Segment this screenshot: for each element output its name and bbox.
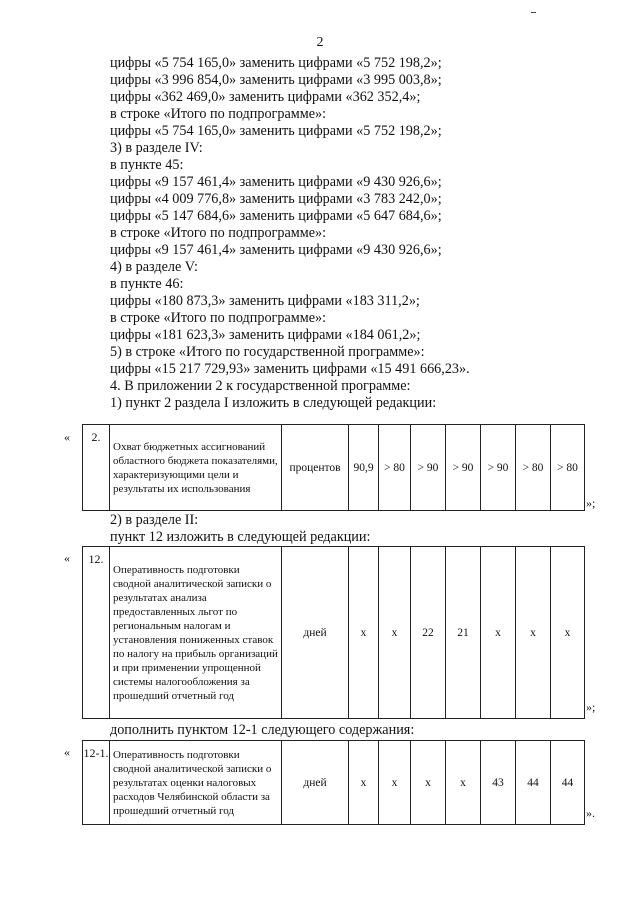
value-cell: х bbox=[379, 741, 411, 825]
value-cell: х bbox=[446, 741, 481, 825]
row-number: 12-1. bbox=[83, 741, 110, 825]
text-line: 5) в строке «Итого по государственной программе»: bbox=[110, 344, 425, 360]
value-cell: > 90 bbox=[411, 425, 446, 511]
open-quote: « bbox=[64, 745, 70, 759]
value-cell: х bbox=[481, 547, 516, 719]
amendment-lines bbox=[110, 55, 610, 412]
scan-mark bbox=[531, 12, 536, 13]
value-cell: > 80 bbox=[516, 425, 551, 511]
text-line: пункт 12 изложить в следующей редакции: bbox=[110, 529, 371, 545]
value-cell: х bbox=[516, 547, 551, 719]
table-row bbox=[83, 741, 585, 825]
value-cell: х bbox=[411, 741, 446, 825]
text-line: дополнить пунктом 12-1 следующего содержания: bbox=[110, 722, 415, 738]
text-line: в пункте 46: bbox=[110, 276, 184, 292]
text-line: цифры «15 217 729,93» заменить цифрами «15 491 666,23». bbox=[110, 361, 470, 377]
value-cell: > 90 bbox=[446, 425, 481, 511]
indicator-table-3 bbox=[82, 740, 585, 825]
text-line: 2) в разделе II: bbox=[110, 512, 199, 528]
value-cell: х bbox=[379, 547, 411, 719]
text-line: цифры «5 147 684,6» заменить цифрами «5 647 684,6»; bbox=[110, 208, 442, 224]
close-quote: »; bbox=[586, 496, 596, 510]
text-line: цифры «4 009 776,8» заменить цифрами «3 783 242,0»; bbox=[110, 191, 442, 207]
value-cell: > 90 bbox=[481, 425, 516, 511]
value-cell: > 80 bbox=[551, 425, 585, 511]
unit-cell: процентов bbox=[282, 425, 349, 511]
unit-cell: дней bbox=[282, 547, 349, 719]
value-cell: 43 bbox=[481, 741, 516, 825]
text-line: в строке «Итого по подпрограмме»: bbox=[110, 310, 327, 326]
row-number: 2. bbox=[83, 425, 110, 511]
value-cell: 22 bbox=[411, 547, 446, 719]
indicator-table-1 bbox=[82, 424, 585, 511]
close-quote: ». bbox=[586, 806, 595, 820]
indicator-description: Оперативность подготовки сводной аналитической записки о результатах оценки налоговых расходов Челябинской области за прошедший отчетный год bbox=[110, 741, 282, 825]
value-cell: 44 bbox=[516, 741, 551, 825]
text-line: 3) в разделе IV: bbox=[110, 140, 203, 156]
text-line: цифры «5 754 165,0» заменить цифрами «5 752 198,2»; bbox=[110, 123, 442, 139]
text-line: цифры «362 469,0» заменить цифрами «362 352,4»; bbox=[110, 89, 421, 105]
close-quote: »; bbox=[586, 700, 596, 714]
text-line: цифры «181 623,3» заменить цифрами «184 061,2»; bbox=[110, 327, 421, 343]
unit-cell: дней bbox=[282, 741, 349, 825]
value-cell: > 80 bbox=[379, 425, 411, 511]
page-number: 2 bbox=[316, 35, 324, 50]
indicator-description: Охват бюджетных ассигнований областного бюджета показателями, характеризующими цели и результаты их использования bbox=[110, 425, 282, 511]
indicator-description: Оперативность подготовки сводной аналитической записки о результатах анализа предоставленных льгот по региональным налогам и установления пониженных ставок по налогу на прибыль организаций и при применении упрощенной системы налогообложения за прошедший отчетный год bbox=[110, 547, 282, 719]
indicator-table-2 bbox=[82, 546, 585, 719]
table-row bbox=[83, 547, 585, 719]
text-line: 4) в разделе V: bbox=[110, 259, 198, 275]
text-line: в строке «Итого по подпрограмме»: bbox=[110, 106, 327, 122]
table-row bbox=[83, 425, 585, 511]
value-cell: 90,9 bbox=[349, 425, 379, 511]
text-line: в пункте 45: bbox=[110, 157, 184, 173]
text-line: цифры «180 873,3» заменить цифрами «183 311,2»; bbox=[110, 293, 420, 309]
open-quote: « bbox=[64, 551, 70, 565]
value-cell: 21 bbox=[446, 547, 481, 719]
text-line: цифры «9 157 461,4» заменить цифрами «9 430 926,6»; bbox=[110, 242, 442, 258]
text-line: 4. В приложении 2 к государственной программе: bbox=[110, 378, 411, 394]
text-line: цифры «9 157 461,4» заменить цифрами «9 430 926,6»; bbox=[110, 174, 442, 190]
text-line: цифры «3 996 854,0» заменить цифрами «3 995 003,8»; bbox=[110, 72, 442, 88]
text-line: цифры «5 754 165,0» заменить цифрами «5 752 198,2»; bbox=[110, 55, 442, 71]
value-cell: х bbox=[551, 547, 585, 719]
row-number: 12. bbox=[83, 547, 110, 719]
value-cell: х bbox=[349, 741, 379, 825]
text-line: в строке «Итого по подпрограмме»: bbox=[110, 225, 327, 241]
value-cell: 44 bbox=[551, 741, 585, 825]
value-cell: х bbox=[349, 547, 379, 719]
text-line: 1) пункт 2 раздела I изложить в следующей редакции: bbox=[110, 395, 437, 411]
open-quote: « bbox=[64, 430, 70, 444]
